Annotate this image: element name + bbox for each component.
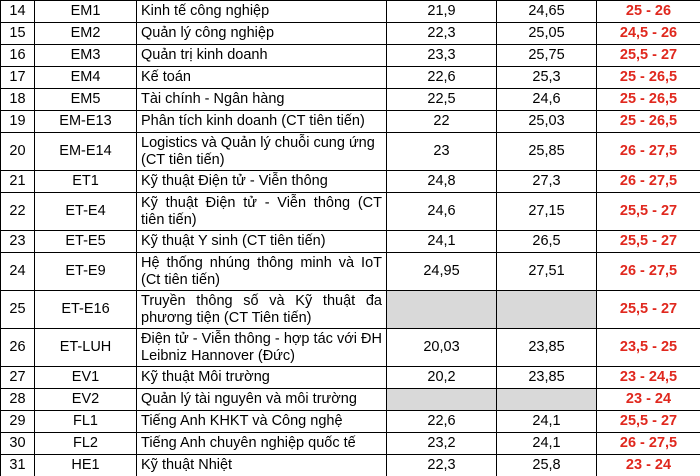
row-number: 28	[1, 389, 35, 411]
table-row	[1, 231, 700, 253]
program-name: Logistics và Quản lý chuỗi cung ứng (CT tiên tiến)	[137, 133, 387, 171]
score-b: 27,15	[497, 193, 597, 231]
program-name: Truyền thông số và Kỹ thuật đa phương tiện (CT Tiên tiến)	[137, 291, 387, 329]
program-code: EV1	[35, 367, 137, 389]
table-row	[1, 329, 700, 367]
table-row	[1, 45, 700, 67]
table-row	[1, 171, 700, 193]
predicted-range: 25,5 - 27	[597, 411, 700, 433]
program-code: ET-E5	[35, 231, 137, 253]
row-number: 25	[1, 291, 35, 329]
program-code: ET-E4	[35, 193, 137, 231]
program-code: FL2	[35, 433, 137, 455]
score-b-empty	[497, 389, 597, 411]
program-name: Hệ thống nhúng thông minh và IoT (Ct tiên tiến)	[137, 253, 387, 291]
table-row	[1, 89, 700, 111]
program-name: Kỹ thuật Nhiệt	[137, 455, 387, 476]
score-b: 24,1	[497, 433, 597, 455]
table-row	[1, 291, 700, 329]
program-code: EV2	[35, 389, 137, 411]
predicted-range: 25,5 - 27	[597, 291, 700, 329]
program-name: Quản lý tài nguyên và môi trường	[137, 389, 387, 411]
score-b: 26,5	[497, 231, 597, 253]
predicted-range: 26 - 27,5	[597, 433, 700, 455]
table-row	[1, 67, 700, 89]
row-number: 19	[1, 111, 35, 133]
score-a: 24,8	[387, 171, 497, 193]
program-name: Quản trị kinh doanh	[137, 45, 387, 67]
predicted-range: 23 - 24,5	[597, 367, 700, 389]
program-name: Quản lý công nghiệp	[137, 23, 387, 45]
predicted-range: 26 - 27,5	[597, 133, 700, 171]
program-name: Tài chính - Ngân hàng	[137, 89, 387, 111]
row-number: 20	[1, 133, 35, 171]
score-a: 22,5	[387, 89, 497, 111]
row-number: 30	[1, 433, 35, 455]
predicted-range: 26 - 27,5	[597, 253, 700, 291]
table-row	[1, 389, 700, 411]
table-row	[1, 23, 700, 45]
predicted-range: 24,5 - 26	[597, 23, 700, 45]
predicted-range: 25,5 - 27	[597, 193, 700, 231]
score-b: 25,8	[497, 455, 597, 476]
row-number: 26	[1, 329, 35, 367]
score-b: 25,75	[497, 45, 597, 67]
score-a: 24,6	[387, 193, 497, 231]
program-name: Phân tích kinh doanh (CT tiên tiến)	[137, 111, 387, 133]
score-a-empty	[387, 389, 497, 411]
program-code: HE1	[35, 455, 137, 476]
predicted-range: 25 - 26,5	[597, 89, 700, 111]
score-a: 22,3	[387, 455, 497, 476]
score-b: 25,85	[497, 133, 597, 171]
row-number: 23	[1, 231, 35, 253]
predicted-range: 23 - 24	[597, 455, 700, 476]
program-code: ET-LUH	[35, 329, 137, 367]
predicted-range: 26 - 27,5	[597, 171, 700, 193]
program-code: EM4	[35, 67, 137, 89]
program-code: EM-E13	[35, 111, 137, 133]
program-name: Tiếng Anh KHKT và Công nghệ	[137, 411, 387, 433]
score-a: 24,1	[387, 231, 497, 253]
program-code: ET-E16	[35, 291, 137, 329]
score-a: 22	[387, 111, 497, 133]
program-name: Kinh tế công nghiệp	[137, 1, 387, 23]
score-a: 23	[387, 133, 497, 171]
predicted-range: 23 - 24	[597, 389, 700, 411]
score-a: 20,03	[387, 329, 497, 367]
row-number: 15	[1, 23, 35, 45]
row-number: 16	[1, 45, 35, 67]
predicted-range: 23,5 - 25	[597, 329, 700, 367]
score-b-empty	[497, 291, 597, 329]
table-row	[1, 111, 700, 133]
program-code: EM-E14	[35, 133, 137, 171]
program-name: Kỹ thuật Điện tử - Viễn thông (CT tiên tiến)	[137, 193, 387, 231]
program-name: Tiếng Anh chuyên nghiệp quốc tế	[137, 433, 387, 455]
row-number: 17	[1, 67, 35, 89]
score-a: 22,3	[387, 23, 497, 45]
score-b: 24,1	[497, 411, 597, 433]
row-number: 24	[1, 253, 35, 291]
score-b: 25,05	[497, 23, 597, 45]
predicted-range: 25 - 26	[597, 1, 700, 23]
table-row	[1, 133, 700, 171]
row-number: 31	[1, 455, 35, 476]
program-code: EM5	[35, 89, 137, 111]
row-number: 29	[1, 411, 35, 433]
table-row	[1, 411, 700, 433]
score-a: 22,6	[387, 411, 497, 433]
program-code: FL1	[35, 411, 137, 433]
score-a: 22,6	[387, 67, 497, 89]
program-name: Kỹ thuật Môi trường	[137, 367, 387, 389]
table-row	[1, 1, 700, 23]
score-b: 24,65	[497, 1, 597, 23]
table-row	[1, 433, 700, 455]
score-b: 25,3	[497, 67, 597, 89]
score-a: 23,3	[387, 45, 497, 67]
predicted-range: 25,5 - 27	[597, 45, 700, 67]
program-code: EM1	[35, 1, 137, 23]
table-row	[1, 253, 700, 291]
table-row	[1, 193, 700, 231]
score-b: 25,03	[497, 111, 597, 133]
score-b: 27,3	[497, 171, 597, 193]
predicted-range: 25,5 - 27	[597, 231, 700, 253]
row-number: 18	[1, 89, 35, 111]
score-a-empty	[387, 291, 497, 329]
program-name: Kỹ thuật Y sinh (CT tiên tiến)	[137, 231, 387, 253]
score-a: 23,2	[387, 433, 497, 455]
predicted-range: 25 - 26,5	[597, 67, 700, 89]
score-b: 24,6	[497, 89, 597, 111]
program-code: EM3	[35, 45, 137, 67]
row-number: 14	[1, 1, 35, 23]
score-b: 27,51	[497, 253, 597, 291]
score-a: 21,9	[387, 1, 497, 23]
predicted-range: 25 - 26,5	[597, 111, 700, 133]
program-name: Kế toán	[137, 67, 387, 89]
program-code: EM2	[35, 23, 137, 45]
program-code: ET-E9	[35, 253, 137, 291]
row-number: 22	[1, 193, 35, 231]
score-a: 24,95	[387, 253, 497, 291]
program-name: Điện tử - Viễn thông - hợp tác với ĐH Leibniz Hannover (Đức)	[137, 329, 387, 367]
table-row	[1, 367, 700, 389]
program-code: ET1	[35, 171, 137, 193]
score-b: 23,85	[497, 367, 597, 389]
row-number: 27	[1, 367, 35, 389]
table-row	[1, 455, 700, 476]
score-a: 20,2	[387, 367, 497, 389]
row-number: 21	[1, 171, 35, 193]
program-name: Kỹ thuật Điện tử - Viễn thông	[137, 171, 387, 193]
score-b: 23,85	[497, 329, 597, 367]
